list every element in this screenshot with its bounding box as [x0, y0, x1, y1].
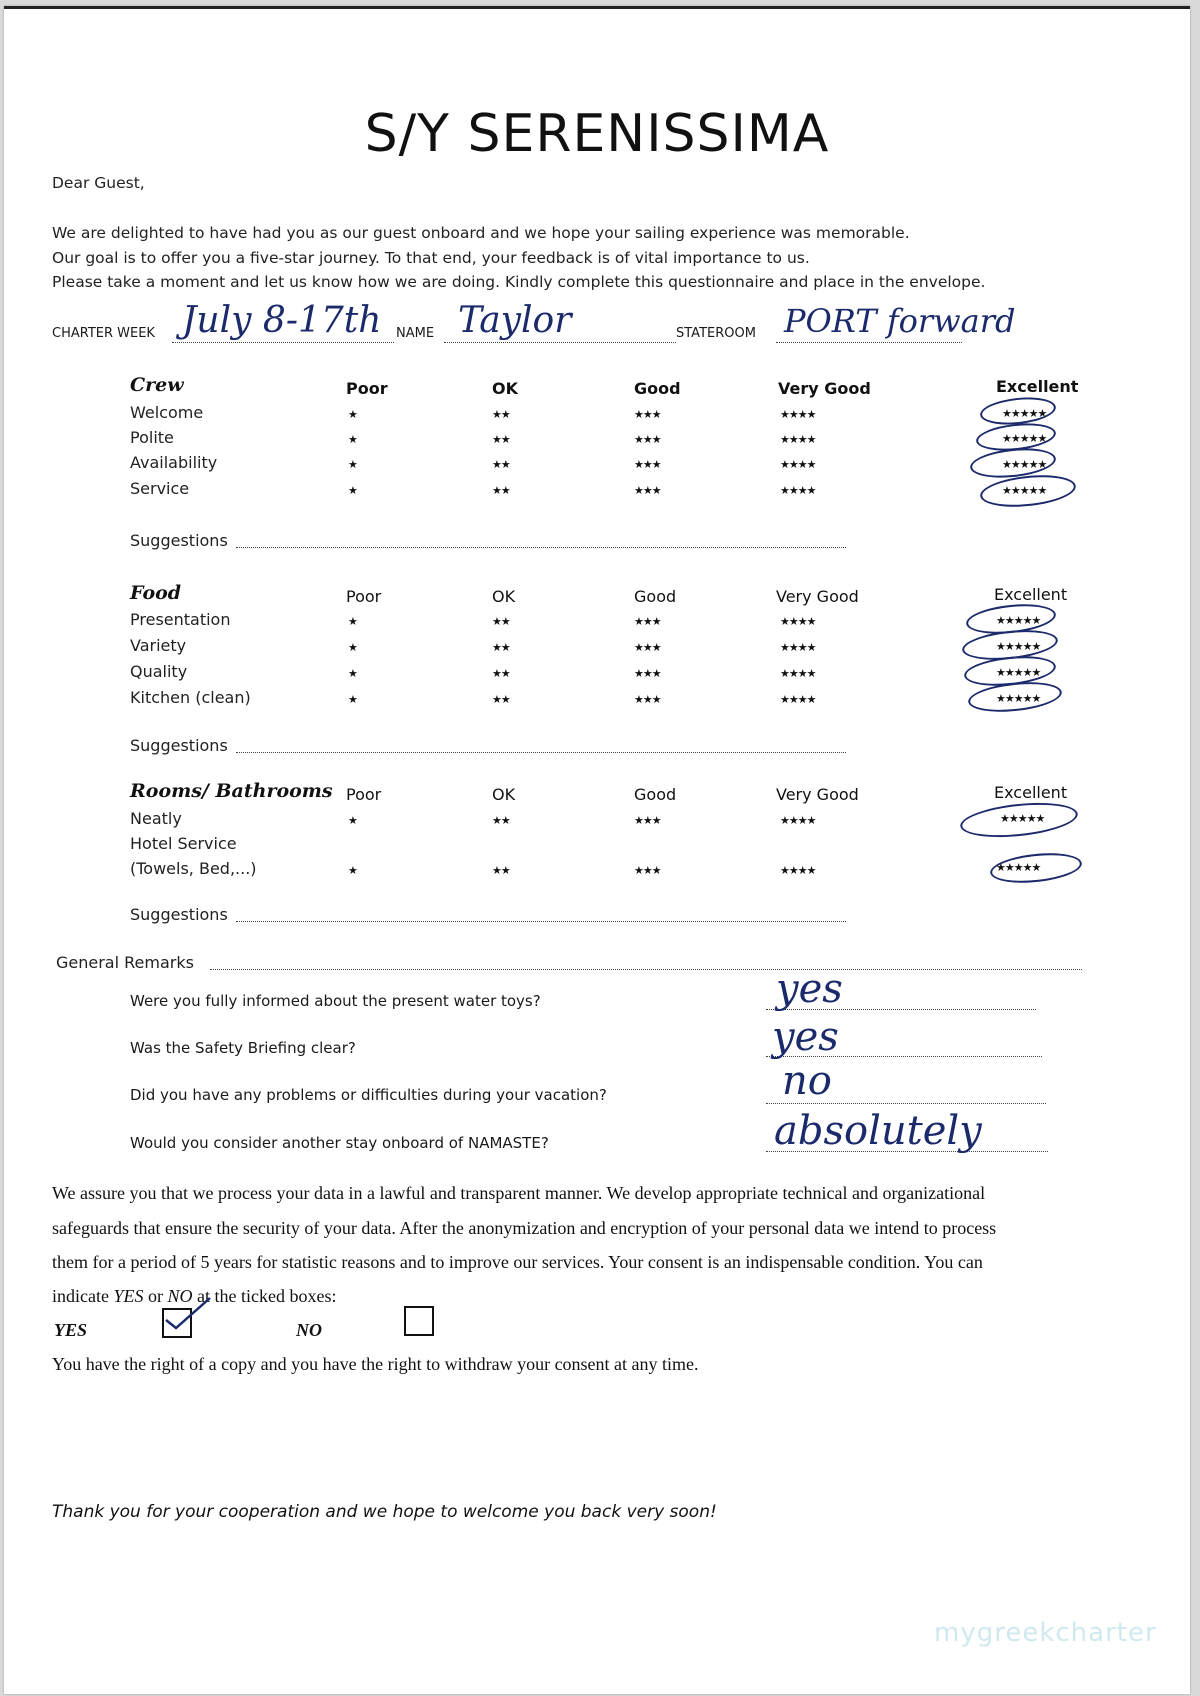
privacy-line-4-pre: indicate [52, 1286, 114, 1306]
star-rating-4[interactable]: ★★★★ [780, 433, 816, 446]
star-rating-4[interactable]: ★★★★ [780, 484, 816, 497]
stateroom-value[interactable]: PORT forward [784, 302, 1016, 340]
name-label: NAME [396, 326, 435, 341]
general-remarks-line[interactable] [210, 969, 1082, 970]
charter-week-value[interactable]: July 8-17th [182, 300, 382, 341]
food-item-kitchen: Kitchen (clean) [130, 688, 251, 707]
col-ok: OK [492, 587, 516, 606]
no-label: NO [296, 1320, 322, 1340]
answer-safety-briefing[interactable]: yes [772, 1014, 839, 1060]
intro-line-3: Please take a moment and let us know how we are doing. Kindly complete this questionnaire and place in the envelope. [52, 273, 986, 291]
col-very-good: Very Good [776, 785, 859, 804]
question-problems: Did you have any problems or difficulties during your vacation? [130, 1086, 607, 1104]
star-rating-4[interactable]: ★★★★ [780, 641, 816, 654]
star-rating-4[interactable]: ★★★★ [780, 615, 816, 628]
star-rating-2[interactable]: ★★ [492, 641, 510, 654]
star-rating-5[interactable]: ★★★★★ [996, 640, 1041, 653]
star-rating-2[interactable]: ★★ [492, 458, 510, 471]
star-rating-5[interactable]: ★★★★★ [996, 692, 1041, 705]
star-rating-1[interactable]: ★ [348, 641, 357, 654]
star-rating-2[interactable]: ★★ [492, 433, 510, 446]
star-rating-1[interactable]: ★ [348, 667, 357, 680]
question-another-stay: Would you consider another stay onboard of NAMASTE? [130, 1134, 549, 1152]
crew-item-polite: Polite [130, 428, 174, 447]
privacy-no-word: NO [167, 1286, 193, 1306]
privacy-line-3: them for a period of 5 years for statistic reasons and to improve our services. Your consent is an indispensable condition. You can [52, 1252, 983, 1272]
col-very-good: Very Good [776, 587, 859, 606]
stateroom-line [776, 342, 962, 343]
star-rating-4[interactable]: ★★★★ [780, 693, 816, 706]
star-rating-5[interactable]: ★★★★★ [1002, 432, 1047, 445]
star-rating-4[interactable]: ★★★★ [780, 458, 816, 471]
food-heading: Food [130, 582, 182, 604]
intro-line-2: Our goal is to offer you a five-star journey. To that end, your feedback is of vital importance to us. [52, 249, 810, 267]
col-good: Good [634, 587, 677, 606]
question-water-toys: Were you fully informed about the present water toys? [130, 992, 541, 1010]
yes-label: YES [54, 1320, 88, 1340]
rooms-item-hotel-service: Hotel Service [130, 834, 237, 853]
name-value[interactable]: Taylor [458, 300, 572, 341]
closing-text: Thank you for your cooperation and we hope to welcome you back very soon! [52, 1502, 717, 1522]
answer-water-toys[interactable]: yes [776, 966, 843, 1012]
star-rating-5[interactable]: ★★★★★ [1002, 484, 1047, 497]
star-rating-1[interactable]: ★ [348, 864, 357, 877]
question-safety-briefing: Was the Safety Briefing clear? [130, 1039, 356, 1057]
col-good: Good [634, 785, 677, 804]
star-rating-3[interactable]: ★★★ [634, 458, 661, 471]
star-rating-1[interactable]: ★ [348, 458, 357, 471]
star-rating-4[interactable]: ★★★★ [780, 864, 816, 877]
crew-item-welcome: Welcome [130, 403, 204, 422]
star-rating-1[interactable]: ★ [348, 814, 357, 827]
col-very-good: Very Good [778, 379, 871, 398]
privacy-rights: You have the right of a copy and you have the right to withdraw your consent at any time. [52, 1354, 699, 1374]
star-rating-2[interactable]: ★★ [492, 864, 510, 877]
star-rating-2[interactable]: ★★ [492, 408, 510, 421]
star-rating-1[interactable]: ★ [348, 484, 357, 497]
check-mark-icon [160, 1294, 208, 1330]
star-rating-2[interactable]: ★★ [492, 667, 510, 680]
rooms-item-neatly: Neatly [130, 809, 182, 828]
col-poor: Poor [346, 379, 388, 398]
general-remarks-label: General Remarks [56, 953, 194, 972]
charter-week-label: CHARTER WEEK [52, 326, 155, 341]
intro-line-1: We are delighted to have had you as our guest onboard and we hope your sailing experience was memorable. [52, 224, 910, 242]
star-rating-5[interactable]: ★★★★★ [996, 614, 1041, 627]
star-rating-5[interactable]: ★★★★★ [996, 861, 1041, 874]
star-rating-3[interactable]: ★★★ [634, 433, 661, 446]
star-rating-4[interactable]: ★★★★ [780, 408, 816, 421]
star-rating-3[interactable]: ★★★ [634, 864, 661, 877]
food-item-quality: Quality [130, 662, 188, 681]
star-rating-1[interactable]: ★ [348, 693, 357, 706]
privacy-yes-word: YES [113, 1286, 144, 1306]
star-rating-3[interactable]: ★★★ [634, 484, 661, 497]
star-rating-3[interactable]: ★★★ [634, 615, 661, 628]
privacy-line-1: We assure you that we process your data in a lawful and transparent manner. We develop appropriate technical and organizational [52, 1183, 986, 1203]
star-rating-1[interactable]: ★ [348, 433, 357, 446]
star-rating-4[interactable]: ★★★★ [780, 667, 816, 680]
col-excellent: Excellent [994, 783, 1068, 802]
answer-problems[interactable]: no [782, 1058, 832, 1104]
star-rating-5[interactable]: ★★★★★ [1002, 407, 1047, 420]
privacy-line-4-post: at the ticked boxes: [192, 1286, 337, 1306]
col-good: Good [634, 379, 681, 398]
name-line [444, 342, 676, 343]
col-poor: Poor [346, 587, 382, 606]
feedback-form-page [4, 6, 1190, 1694]
answer-another-stay[interactable]: absolutely [774, 1108, 982, 1154]
watermark: mygreekcharter [934, 1618, 1157, 1648]
star-rating-5[interactable]: ★★★★★ [1002, 458, 1047, 471]
food-item-variety: Variety [130, 636, 187, 655]
star-rating-2[interactable]: ★★ [492, 693, 510, 706]
rooms-suggestions-line[interactable] [236, 921, 846, 922]
charter-week-line [172, 342, 394, 343]
rooms-heading: Rooms/ Bathrooms [130, 780, 333, 802]
selection-circle [989, 849, 1083, 886]
star-rating-1[interactable]: ★ [348, 615, 357, 628]
page-title: S/Y SERENISSIMA [364, 104, 830, 164]
crew-item-availability: Availability [130, 453, 218, 472]
greeting: Dear Guest, [52, 174, 145, 192]
star-rating-5[interactable]: ★★★★★ [1000, 812, 1045, 825]
star-rating-2[interactable]: ★★ [492, 615, 510, 628]
food-suggestions-line[interactable] [236, 752, 846, 753]
star-rating-2[interactable]: ★★ [492, 814, 510, 827]
star-rating-3[interactable]: ★★★ [634, 408, 661, 421]
col-poor: Poor [346, 785, 382, 804]
col-ok: OK [492, 785, 516, 804]
col-ok: OK [492, 379, 518, 398]
crew-suggestions-line[interactable] [236, 547, 846, 548]
yes-checkbox[interactable] [162, 1308, 192, 1338]
food-suggestions-label: Suggestions [130, 736, 228, 755]
star-rating-3[interactable]: ★★★ [634, 814, 661, 827]
star-rating-2[interactable]: ★★ [492, 484, 510, 497]
star-rating-3[interactable]: ★★★ [634, 667, 661, 680]
food-item-presentation: Presentation [130, 610, 231, 629]
rooms-suggestions-label: Suggestions [130, 905, 228, 924]
selection-circle [959, 798, 1080, 842]
rooms-item-towels-bed: (Towels, Bed,...) [130, 859, 257, 878]
crew-suggestions-label: Suggestions [130, 531, 228, 550]
col-excellent: Excellent [994, 585, 1068, 604]
crew-item-service: Service [130, 479, 190, 498]
privacy-line-2: safeguards that ensure the security of your data. After the anonymization and encryption of your personal data we intend to process [52, 1218, 997, 1238]
star-rating-1[interactable]: ★ [348, 408, 357, 421]
crew-heading: Crew [130, 374, 184, 396]
no-checkbox[interactable] [404, 1306, 434, 1336]
star-rating-3[interactable]: ★★★ [634, 693, 661, 706]
star-rating-4[interactable]: ★★★★ [780, 814, 816, 827]
star-rating-3[interactable]: ★★★ [634, 641, 661, 654]
star-rating-5[interactable]: ★★★★★ [996, 666, 1041, 679]
privacy-or-word: or [143, 1286, 168, 1306]
stateroom-label: STATEROOM [676, 326, 756, 341]
col-excellent: Excellent [996, 377, 1079, 396]
